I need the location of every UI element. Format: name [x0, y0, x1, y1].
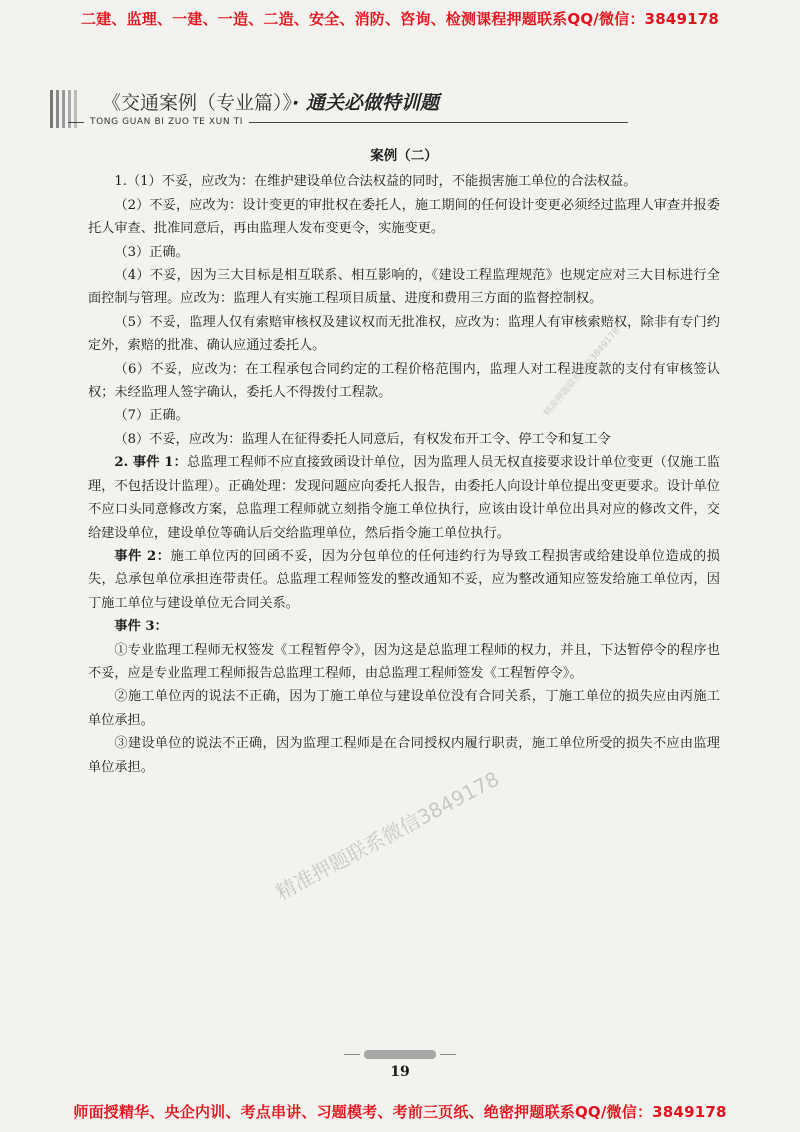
book-title-series: · 通关必做特训题 — [292, 92, 439, 114]
answer-paragraph — [88, 545, 720, 615]
answer-paragraph — [88, 732, 720, 779]
book-title — [102, 88, 439, 115]
page-footer — [300, 1050, 500, 1090]
case-title: 案例（二） — [370, 148, 438, 164]
answer-paragraph — [88, 685, 720, 732]
paragraph-text: （8）不妥，应改为：监理人在征得委托人同意后，有权发布开工令、停工令和复工令 — [114, 431, 611, 447]
paragraph-label: 事件 3： — [114, 619, 168, 635]
answer-paragraph — [88, 194, 720, 241]
answer-paragraph — [88, 639, 720, 686]
page-number: 19 — [390, 1064, 410, 1080]
paragraph-text: （3）正确。 — [114, 244, 189, 260]
paragraph-text: ②施工单位丙的说法不正确，因为丁施工单位与建设单位没有合同关系，丁施工单位的损失应由丙施工单位承担。 — [88, 689, 720, 728]
header-pinyin: TONG GUAN BI ZUO TE XUN TI — [84, 117, 249, 127]
paragraph-label: 事件 2： — [114, 548, 171, 564]
page-header — [48, 86, 748, 136]
answer-paragraph — [88, 241, 720, 264]
answer-paragraph — [88, 264, 720, 311]
answer-paragraph — [88, 615, 720, 638]
paragraph-text: （7）正确。 — [114, 408, 189, 424]
watermark-large: 精准押题联系微信3849178 — [271, 766, 504, 905]
paragraph-text: ③建设单位的说法不正确，因为监理工程师是在合同授权内履行职责，施工单位所受的损失不应由监理单位承担。 — [88, 736, 720, 775]
footer-rule-right — [440, 1054, 456, 1055]
answer-paragraph — [88, 358, 720, 405]
bottom-ad-banner: 师面授精华、央企内训、考点串讲、习题模考、考前三页纸、绝密押题联系QQ/微信：3849178 — [73, 1103, 727, 1121]
paragraph-text: 施工单位丙的回函不妥，因为分包单位的任何违约行为导致工程损害或给建设单位造成的损失，总承包单位承担连带责任。总监理工程师签发的整改通知不妥，应为整改通知应签发给施工单位丙，因丁施工单位与建设单位无合同关系。 — [88, 548, 720, 611]
answer-paragraph — [88, 428, 720, 451]
paragraph-text: ①专业监理工程师无权签发《工程暂停令》，因为这是总监理工程师的权力，并且，下达暂停令的程序也不妥，应是专业监理工程师报告总监理工程师，由总监理工程师签发《工程暂停令》。 — [88, 642, 720, 681]
paragraph-text: （5）不妥，监理人仅有索赔审核权及建议权而无批准权，应改为：监理人有审核索赔权，除非有专门约定外，索赔的批准、确认应通过委托人。 — [88, 314, 720, 354]
answer-paragraph — [88, 451, 720, 545]
footer-rule-left — [344, 1054, 360, 1055]
paragraph-text: 1.（1）不妥，应改为：在维护建设单位合法权益的同时，不能损害施工单位的合法权益。 — [114, 174, 637, 190]
answer-paragraph — [88, 404, 720, 427]
answer-paragraph — [88, 311, 720, 358]
answer-paragraph — [88, 170, 720, 193]
answer-content — [88, 145, 720, 779]
paragraph-list — [88, 170, 720, 779]
paragraph-text: （4）不妥，因为三大目标是相互联系、相互影响的，《建设工程监理规范》也规定应对三大目标进行全面控制与管理。应改为：监理人有实施工程项目质量、进度和费用三方面的监督控制权。 — [88, 268, 720, 307]
paragraph-text: （6）不妥，应改为：在工程承包合同约定的工程价格范围内，监理人对工程进度款的支付有审核签认权；未经监理人签字确认，委托人不得拨付工程款。 — [88, 361, 720, 401]
paragraph-text: 总监理工程师不应直接致函设计单位，因为监理人员无权直接要求设计单位变更（仅施工监理，不包括设计监理）。正确处理：发现问题应向委托人报告，由委托人向设计单位提出变更要求。设计单位不应口头同意修改方案，总监理工程师就立刻指令施工单位执行，应该由设计单位出具对应的修改文件，交给建设单位，建设单位等确认后交给监理单位，然后指令施工单位执行。 — [88, 455, 720, 541]
watermark-small: 精准押题联系微信3849178 — [542, 326, 623, 419]
footer-ornament — [364, 1050, 436, 1059]
top-ad-banner: 二建、监理、一建、一造、二造、安全、消防、咨询、检测课程押题联系QQ/微信：3849178 — [80, 10, 720, 28]
paragraph-text: （2）不妥，应改为：设计变更的审批权在委托人，施工期间的任何设计变更必须经过监理人审查并报委托人审查、批准同意后，再由监理人发布变更令，实施变更。 — [88, 197, 720, 237]
paragraph-label: 2. 事件 1： — [114, 455, 187, 471]
book-title-main: 《交通案例（专业篇）》 — [102, 92, 293, 114]
